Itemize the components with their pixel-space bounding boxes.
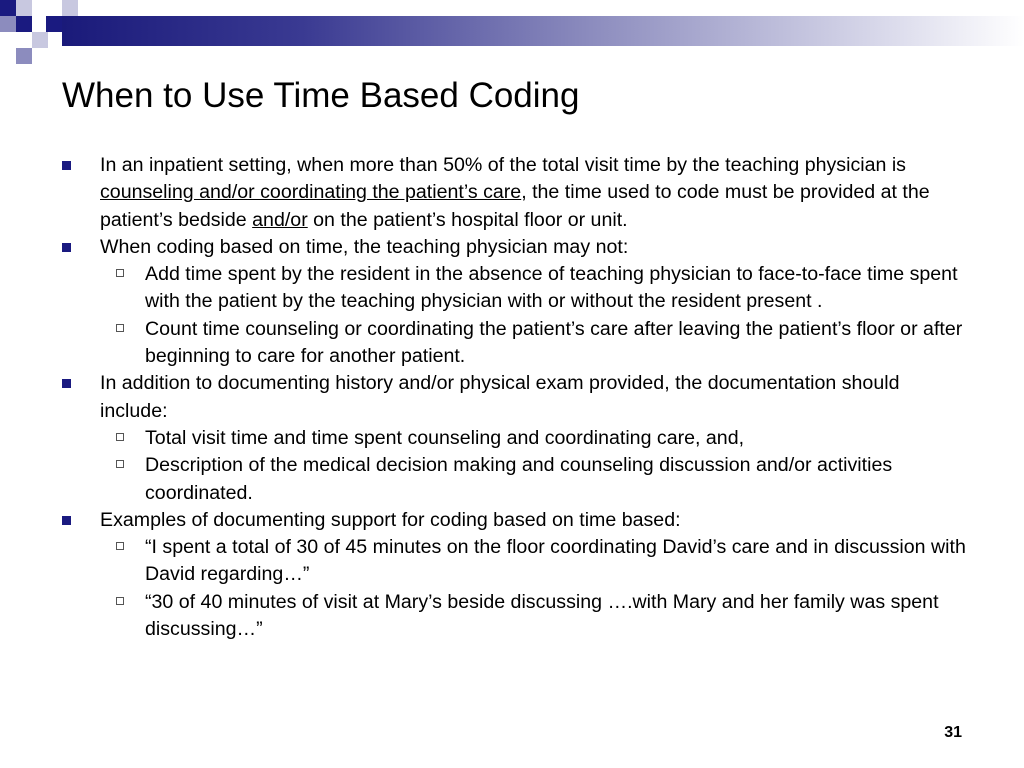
underlined-phrase: and/or bbox=[252, 208, 308, 231]
slide-title: When to Use Time Based Coding bbox=[62, 76, 580, 115]
hollow-square-bullet-icon bbox=[116, 460, 124, 468]
hollow-square-bullet-icon bbox=[116, 433, 124, 441]
hollow-square-bullet-icon bbox=[116, 269, 124, 277]
decor-square-mid bbox=[0, 16, 16, 32]
bullet-item: Examples of documenting support for coding based on time based: bbox=[62, 507, 972, 534]
decor-square-mid bbox=[16, 48, 32, 64]
square-bullet-icon bbox=[62, 516, 71, 525]
hollow-square-bullet-icon bbox=[116, 597, 124, 605]
decor-square-light bbox=[16, 0, 32, 16]
sub-bullet-item: Add time spent by the resident in the absence of teaching physician to face-to-face time spent with the patient by the teaching physician with or without the resident present . bbox=[62, 261, 972, 316]
hollow-square-bullet-icon bbox=[116, 542, 124, 550]
square-bullet-icon bbox=[62, 243, 71, 252]
bullet-item: When coding based on time, the teaching physician may not: bbox=[62, 234, 972, 261]
hollow-square-bullet-icon bbox=[116, 324, 124, 332]
sub-bullet-item: Description of the medical decision making and counseling discussion and/or activities coordinated. bbox=[62, 452, 972, 507]
slide-number: 31 bbox=[944, 724, 962, 741]
header-gradient-bar bbox=[62, 16, 1024, 46]
decor-square-light bbox=[62, 0, 78, 16]
sub-bullet-item: “30 of 40 minutes of visit at Mary’s beside discussing ….with Mary and her family was spent discussing…” bbox=[62, 589, 972, 644]
sub-bullet-item: “I spent a total of 30 of 45 minutes on the floor coordinating David’s care and in discussion with David regarding…” bbox=[62, 534, 972, 589]
decor-square-dark bbox=[0, 0, 16, 16]
decor-square-dark bbox=[16, 16, 32, 32]
slide-body bbox=[62, 152, 972, 643]
bullet-item: In addition to documenting history and/or physical exam provided, the documentation should include: bbox=[62, 370, 972, 425]
bullet-item: In an inpatient setting, when more than 50% of the total visit time by the teaching physician is counseling and/or coordinating the patient’s care, the time used to code must be provided at the patient’s bedside and/or on the patient’s hospital floor or unit. bbox=[62, 152, 972, 234]
decor-square-dark bbox=[46, 16, 62, 32]
square-bullet-icon bbox=[62, 379, 71, 388]
square-bullet-icon bbox=[62, 161, 71, 170]
sub-bullet-item: Count time counseling or coordinating the patient’s care after leaving the patient’s floor or after beginning to care for another patient. bbox=[62, 316, 972, 371]
underlined-phrase: counseling and/or coordinating the patient’s care bbox=[100, 181, 522, 204]
decor-square-light bbox=[32, 32, 48, 48]
sub-bullet-item: Total visit time and time spent counseling and coordinating care, and, bbox=[62, 425, 972, 452]
